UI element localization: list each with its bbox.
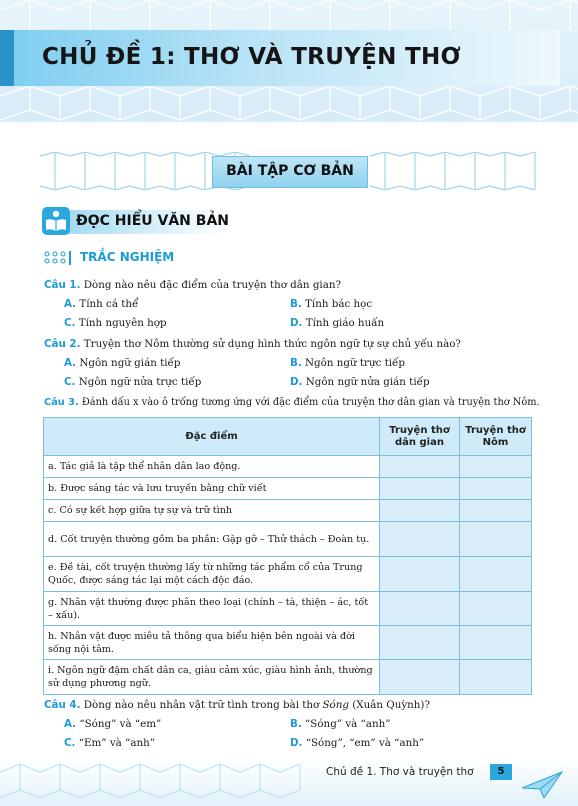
checkbox-cell[interactable] <box>380 557 460 592</box>
checkbox-cell[interactable] <box>460 592 532 626</box>
checkbox-cell[interactable] <box>460 478 532 500</box>
page-title: CHỦ ĐỀ 1: THƠ VÀ TRUYỆN THƠ <box>42 44 461 70</box>
checkbox-cell[interactable] <box>380 592 460 626</box>
option-text: “Sóng”, “em” và “anh” <box>302 737 425 749</box>
table-row <box>44 456 532 478</box>
page-number: 5 <box>490 764 512 780</box>
quiz-title: TRẮC NGHIỆM <box>80 250 175 264</box>
option-text: “Em” và “anh” <box>75 737 155 749</box>
header-folk-verse-tale: Truyện thơ dân gian <box>380 418 460 456</box>
checkbox-cell[interactable] <box>460 626 532 660</box>
option-2b[interactable] <box>290 357 405 369</box>
option-text: Ngôn ngữ trực tiếp <box>301 357 405 369</box>
option-2c[interactable] <box>64 376 201 388</box>
checkbox-cell[interactable] <box>380 522 460 557</box>
question-text: Truyện thơ Nôm thường sử dụng hình thức ngôn ngữ tự sự chủ yếu nào? <box>80 338 461 350</box>
table-cell-text: c. Có sự kết hợp giữa tự sự và trữ tình <box>44 500 380 522</box>
checkbox-cell[interactable] <box>380 626 460 660</box>
table-row <box>44 500 532 522</box>
table-cell-text: a. Tác giả là tập thể nhân dân lao động. <box>44 456 380 478</box>
table-cell-text: h. Nhân vật được miêu tả thông qua biểu hiện bên ngoài và đời sống nội tâm. <box>44 626 380 660</box>
option-2a[interactable] <box>64 357 180 369</box>
option-1a[interactable] <box>64 298 138 310</box>
table-row <box>44 522 532 557</box>
checkbox-cell[interactable] <box>380 478 460 500</box>
reading-book-icon <box>42 207 70 235</box>
table-cell-text: d. Cốt truyện thường gồm ba phần: Gặp gỡ – Thử thách – Đoàn tụ. <box>44 522 380 557</box>
table-row <box>44 557 532 592</box>
option-letter: B. <box>290 298 302 310</box>
question-text-after: (Xuân Quỳnh)? <box>348 699 430 711</box>
option-1c[interactable] <box>64 317 167 329</box>
checkbox-cell[interactable] <box>380 660 460 695</box>
table-row <box>44 592 532 626</box>
question-3 <box>44 397 540 408</box>
checkbox-cell[interactable] <box>460 557 532 592</box>
option-letter: C. <box>64 317 76 329</box>
footer-chapter-text: Chủ đề 1. Thơ và truyện thơ <box>326 766 474 778</box>
option-letter: A. <box>64 718 77 730</box>
table-header-row <box>44 418 532 456</box>
option-letter: D. <box>290 376 303 388</box>
checkbox-cell[interactable] <box>380 500 460 522</box>
option-text: Tính cá thể <box>76 298 139 310</box>
option-4d[interactable] <box>290 737 424 749</box>
table-cell-text: b. Được sáng tác và lưu truyền bằng chữ viết <box>44 478 380 500</box>
header-characteristic: Đặc điểm <box>44 418 380 456</box>
option-4c[interactable] <box>64 737 155 749</box>
table-cell-text: i. Ngôn ngữ đậm chất dân ca, giàu cảm xúc, giàu hình ảnh, thường sử dụng phương ngữ. <box>44 660 380 695</box>
table-row <box>44 626 532 660</box>
question-1 <box>44 279 341 291</box>
option-text: Tính giáo huấn <box>302 317 385 329</box>
checkbox-cell[interactable] <box>460 522 532 557</box>
characteristics-table <box>43 417 532 695</box>
option-text: Ngôn ngữ gián tiếp <box>76 357 181 369</box>
option-text: Tính bác học <box>301 298 373 310</box>
checkbox-cell[interactable] <box>460 456 532 478</box>
abc-options-icon <box>44 250 74 264</box>
question-2 <box>44 338 461 350</box>
option-letter: D. <box>290 317 303 329</box>
table-cell-text: e. Đề tài, cốt truyện thường lấy từ những tác phẩm cổ của Trung Quốc, được sáng tác lại một cách độc đáo. <box>44 557 380 592</box>
table-row <box>44 478 532 500</box>
question-number: Câu 4. <box>44 699 81 711</box>
poem-title: Sóng <box>322 699 349 711</box>
question-text-before: Dòng nào nêu nhân vật trữ tình trong bài thơ <box>80 699 323 711</box>
option-letter: B. <box>290 357 302 369</box>
checkbox-cell[interactable] <box>380 456 460 478</box>
table-row <box>44 660 532 695</box>
option-text: “Sóng” và “em” <box>76 718 162 730</box>
option-text: Tính nguyên hợp <box>75 317 167 329</box>
option-letter: D. <box>290 737 303 749</box>
reading-title: ĐỌC HIỂU VĂN BẢN <box>76 213 229 229</box>
option-4a[interactable] <box>64 718 161 730</box>
option-letter: C. <box>64 376 76 388</box>
question-number: Câu 1. <box>44 279 81 291</box>
option-text: “Sóng” và “anh” <box>301 718 391 730</box>
section-title: BÀI TẬP CƠ BẢN <box>226 163 354 179</box>
option-text: Ngôn ngữ nửa trực tiếp <box>75 376 202 388</box>
option-4b[interactable] <box>290 718 390 730</box>
option-letter: A. <box>64 357 77 369</box>
option-letter: A. <box>64 298 77 310</box>
option-letter: C. <box>64 737 76 749</box>
question-number: Câu 3. <box>44 397 79 408</box>
header-nom-verse-tale: Truyện thơ Nôm <box>460 418 532 456</box>
title-accent <box>0 30 14 86</box>
option-1d[interactable] <box>290 317 384 329</box>
option-1b[interactable] <box>290 298 372 310</box>
question-text: Dòng nào nêu đặc điểm của truyện thơ dân gian? <box>80 279 341 291</box>
question-text: Đánh dấu x vào ô trống tương ứng với đặc điểm của truyện thơ dân gian và truyện thơ Nôm. <box>78 397 540 408</box>
option-letter: B. <box>290 718 302 730</box>
question-4 <box>44 699 430 711</box>
table-cell-text: g. Nhân vật thường được phân theo loại (chính – tà, thiện – ác, tốt – xấu). <box>44 592 380 626</box>
paper-plane-icon <box>520 770 564 804</box>
option-2d[interactable] <box>290 376 430 388</box>
checkbox-cell[interactable] <box>460 500 532 522</box>
question-number: Câu 2. <box>44 338 81 350</box>
option-text: Ngôn ngữ nửa gián tiếp <box>302 376 430 388</box>
checkbox-cell[interactable] <box>460 660 532 695</box>
